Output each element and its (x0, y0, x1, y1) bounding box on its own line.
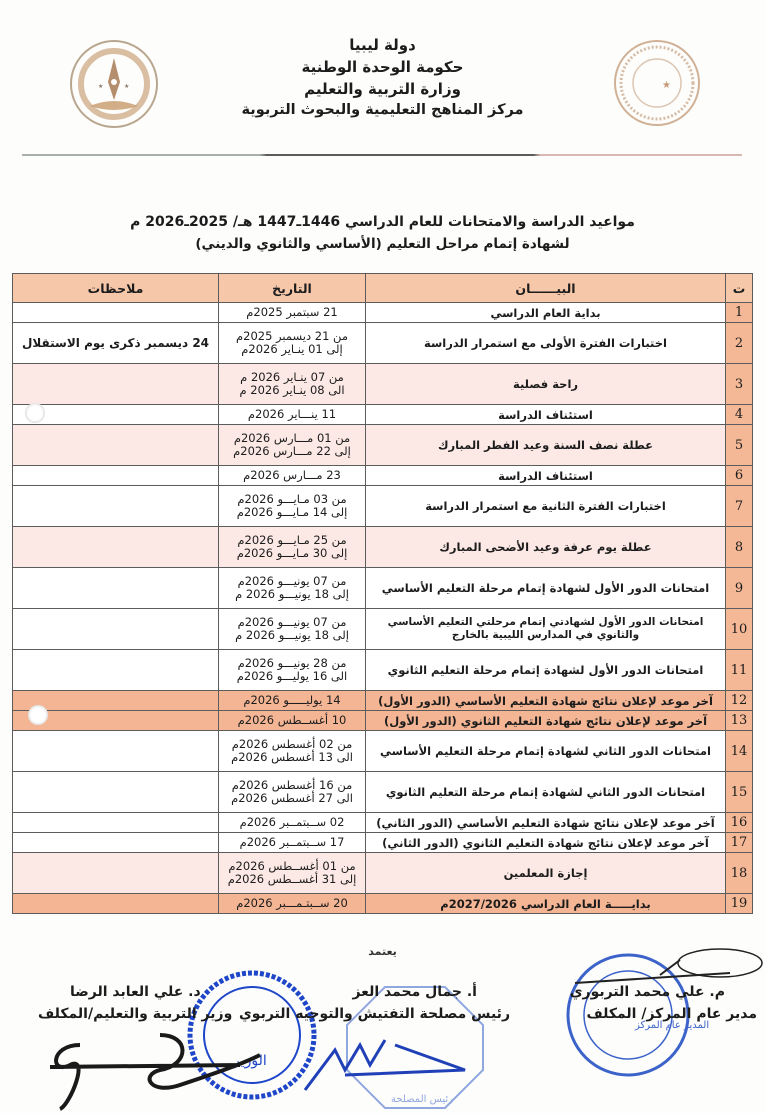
date-line: من 01 أغســطس 2026م (228, 858, 356, 873)
table-row (13, 568, 753, 609)
date-line: من 02 أغسطس 2026م (231, 736, 353, 751)
table-row (13, 731, 753, 772)
row-notes (13, 772, 219, 813)
row-description: آخر موعد لإعلان نتائج شهادة التعليم الأساسي (الدور الثاني) (366, 813, 726, 833)
table-row (13, 527, 753, 568)
row-date (219, 466, 366, 486)
approval-label: يعتمد (368, 945, 397, 958)
date-line: 11 ينـــاير 2026م (247, 406, 337, 421)
date-line: إلى 31 أغســطس 2026م (227, 872, 357, 886)
row-date (219, 731, 366, 772)
row-notes (13, 609, 219, 650)
date-line: 20 ســبتـمـــبر 2026م (236, 895, 348, 910)
row-notes (13, 425, 219, 466)
row-notes (13, 527, 219, 568)
row-number: 13 (726, 711, 753, 731)
row-description: استئناف الدراسة (366, 405, 726, 425)
row-notes (13, 364, 219, 405)
row-number: 3 (726, 364, 753, 405)
row-number: 5 (726, 425, 753, 466)
date-line: الى 16 يوليـــو 2026م (236, 669, 348, 683)
signatory-3-title: وزير التربية والتعليم/المكلف (38, 1006, 233, 1022)
signature-inspection (285, 1030, 485, 1100)
row-description: آخر موعد لإعلان نتائج شهادة التعليم الأساسي (الدور الأول) (366, 691, 726, 711)
row-notes (13, 731, 219, 772)
row-description: إجازة المعلمين (366, 853, 726, 894)
signatory-2-name: أ. جمال محمد العز (352, 984, 477, 1000)
row-description: اختبارات الفترة الثانية مع استمرار الدراسة (366, 486, 726, 527)
signatory-1-name: م. علي محمد التربوري (569, 984, 725, 1000)
row-date (219, 813, 366, 833)
row-description: امتحانات الدور الأول لشهادتي إتمام مرحلتي التعليم الأساسي والثانوي في المدارس الليبية بالخارج (366, 609, 726, 650)
row-number: 10 (726, 609, 753, 650)
svg-text:★: ★ (662, 80, 671, 91)
header-date: التاريخ (219, 274, 366, 303)
row-description: استئناف الدراسة (366, 466, 726, 486)
date-line: 14 يوليـــــو 2026م (243, 692, 341, 707)
table-header-row (13, 274, 753, 303)
row-date (219, 853, 366, 894)
table-row (13, 425, 753, 466)
table-row (13, 405, 753, 425)
row-date (219, 405, 366, 425)
date-line: من 07 ينـاير 2026 م (240, 369, 344, 384)
row-date (219, 711, 366, 731)
row-description: راحة فصلية (366, 364, 726, 405)
row-description: اختبارات الفترة الأولى مع استمرار الدراسة (366, 323, 726, 364)
row-date (219, 894, 366, 914)
row-date (219, 772, 366, 813)
row-number: 8 (726, 527, 753, 568)
table-row (13, 364, 753, 405)
document-title: مواعيد الدراسة والامتحانات للعام الدراسي 1446ـ1447 هـ/ 2025ـ2026 م (130, 214, 635, 230)
row-date (219, 527, 366, 568)
date-line: من 03 مـايـــو 2026م (237, 491, 347, 506)
row-date (219, 568, 366, 609)
row-date (219, 609, 366, 650)
table-row (13, 691, 753, 711)
row-notes (13, 894, 219, 914)
date-line: إلى 30 مـايـــو 2026م (236, 546, 348, 560)
table-row (13, 323, 753, 364)
table-row (13, 853, 753, 894)
signature-minister (40, 1025, 280, 1110)
row-number: 15 (726, 772, 753, 813)
row-date (219, 833, 366, 853)
letterhead-government: حكومة الوحدة الوطنية (301, 58, 464, 76)
date-line: 17 ســبتمــبر 2026م (239, 834, 345, 849)
row-notes (13, 486, 219, 527)
date-line: من 01 مـــارس 2026م (233, 430, 351, 445)
table-row (13, 466, 753, 486)
row-number: 16 (726, 813, 753, 833)
signatory-2-title: رئيس مصلحة التفتيش والتوجيه التربوي (238, 1006, 510, 1022)
table-row (13, 894, 753, 914)
date-line: إلى 18 يونيـــو 2026 م (235, 628, 349, 642)
row-notes (13, 303, 219, 323)
date-line: من 21 ديسمبر 2025م (236, 328, 348, 343)
signature-director (570, 945, 765, 995)
table-row (13, 486, 753, 527)
date-line: 23 مـــارس 2026م (243, 467, 341, 482)
row-date (219, 650, 366, 691)
table-row (13, 650, 753, 691)
schedule-table (12, 273, 753, 914)
header-notes: ملاحظات (13, 274, 219, 303)
date-line: من 07 يونيـــو 2026م (237, 573, 347, 588)
letterhead-ministry: وزارة التربية والتعليم (304, 80, 461, 98)
row-description: امتحانات الدور الثاني لشهادة إتمام مرحلة التعليم الأساسي (366, 731, 726, 772)
row-number: 4 (726, 405, 753, 425)
row-description: بداية العام الدراسي (366, 303, 726, 323)
row-number: 7 (726, 486, 753, 527)
signatory-1-title: مدير عام المركز/ المكلف (586, 1006, 757, 1022)
date-line: من 25 مـايـــو 2026م (237, 532, 347, 547)
row-description: آخر موعد لإعلان نتائج شهادة التعليم الثانوي (الدور الأول) (366, 711, 726, 731)
date-line: من 28 يونيـــو 2026م (237, 655, 347, 670)
row-date (219, 364, 366, 405)
header-num: ت (726, 274, 753, 303)
date-line: 10 أغســطس 2026م (237, 712, 347, 727)
document-subtitle: لشهادة إتمام مراحل التعليم (الأساسي والثانوي والديني) (195, 236, 570, 252)
row-date (219, 323, 366, 364)
table-row (13, 833, 753, 853)
letterhead-divider (22, 154, 742, 156)
date-line: 21 سبتمبر 2025م (246, 304, 338, 319)
row-notes: 24 ديسمبر ذكرى يوم الاستقلال (13, 323, 219, 364)
row-notes (13, 568, 219, 609)
row-notes (13, 466, 219, 486)
letterhead-center: مركز المناهج التعليمية والبحوث التربوية (241, 102, 524, 118)
date-line: إلى 01 ينـاير 2026م (241, 342, 343, 356)
date-line: الى 27 أغسطس 2026م (231, 791, 353, 805)
row-number: 14 (726, 731, 753, 772)
row-description: امتحانات الدور الأول لشهادة إتمام مرحلة التعليم الثانوي (366, 650, 726, 691)
date-line: من 16 أغسطس 2026م (231, 777, 353, 792)
date-line: إلى 18 يونيـــو 2026 م (235, 587, 349, 601)
table-row (13, 813, 753, 833)
row-notes (13, 813, 219, 833)
row-date (219, 303, 366, 323)
stamp-text-minister: الوزير (233, 1053, 267, 1069)
letterhead-country: دولة ليبيا (349, 36, 416, 54)
row-description: آخر موعد لإعلان نتائج شهادة التعليم الثانوي (الدور الثاني) (366, 833, 726, 853)
row-date (219, 486, 366, 527)
row-number: 12 (726, 691, 753, 711)
row-date (219, 691, 366, 711)
row-description: امتحانات الدور الثاني لشهادة إتمام مرحلة التعليم الثانوي (366, 772, 726, 813)
header-description: البيــــــان (366, 274, 726, 303)
date-line: الى 08 ينـاير 2026 م (239, 383, 345, 397)
signatory-3-name: د. علي العابد الرضا (70, 984, 201, 1000)
date-line: إلى 14 مـايـــو 2026م (236, 505, 348, 519)
svg-text:★: ★ (124, 83, 130, 90)
date-line: إلى 22 مـــارس 2026م (233, 444, 351, 458)
stamp-text-director: المدير عام المركز (635, 1020, 710, 1031)
row-number: 1 (726, 303, 753, 323)
table-row (13, 772, 753, 813)
row-notes (13, 833, 219, 853)
punch-hole-bottom (28, 705, 48, 725)
table-row (13, 303, 753, 323)
date-line: الى 13 أغسطس 2026م (231, 750, 353, 764)
row-number: 19 (726, 894, 753, 914)
stamp-text-inspection: رئيس المصلحة (391, 1094, 453, 1105)
row-description: امتحانات الدور الأول لشهادة إتمام مرحلة التعليم الأساسي (366, 568, 726, 609)
table-row (13, 711, 753, 731)
date-line: من 07 يونيـــو 2026م (237, 614, 347, 629)
row-number: 18 (726, 853, 753, 894)
row-description: بدايـــــة العام الدراسي 2027/2026م (366, 894, 726, 914)
date-line: 02 ســبتمــبر 2026م (239, 814, 345, 829)
row-notes (13, 650, 219, 691)
punch-hole-top (25, 403, 45, 423)
row-description: عطلة نصف السنة وعيد الفطر المبارك (366, 425, 726, 466)
row-number: 2 (726, 323, 753, 364)
row-number: 17 (726, 833, 753, 853)
table-row (13, 609, 753, 650)
row-notes (13, 853, 219, 894)
row-number: 6 (726, 466, 753, 486)
row-number: 11 (726, 650, 753, 691)
row-description: عطلة يوم عرفة وعيد الأضحى المبارك (366, 527, 726, 568)
row-number: 9 (726, 568, 753, 609)
svg-text:★: ★ (98, 83, 104, 90)
row-date (219, 425, 366, 466)
